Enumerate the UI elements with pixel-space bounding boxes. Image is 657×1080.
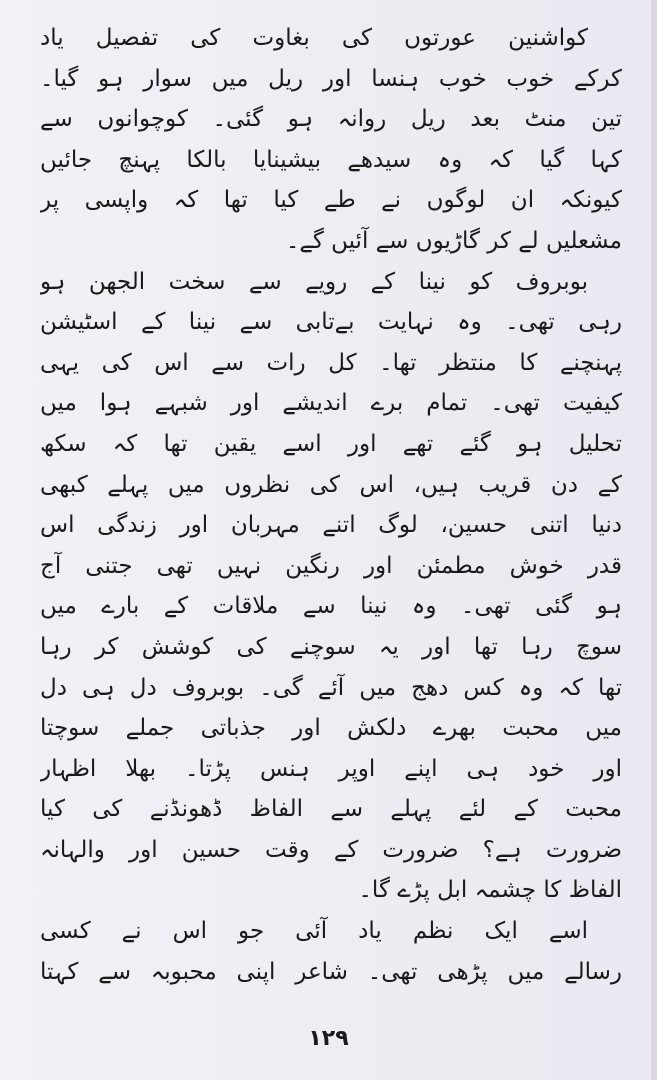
text-line: مشعلیں لے کر گاڑیوں سے آئیں گے۔ xyxy=(285,227,622,254)
text-line: ہو گئی تھی۔ وہ نینا سے ملاقات کے بارے میں xyxy=(40,593,622,620)
text-line: کیفیت تھی۔ تمام برے اندیشے اور شبہے ہوا میں xyxy=(40,390,622,417)
text-line: تھا کہ وہ کس دھج میں آئے گی۔ بوبروف دل ہی دل xyxy=(40,674,622,701)
body-text xyxy=(40,18,622,992)
page-number: ۱۲۹ xyxy=(308,1026,349,1051)
text-line: اسے ایک نظم یاد آئی جو اس نے کسی xyxy=(40,918,588,945)
text-line: رہی تھی۔ وہ نہایت بےتابی سے نینا کے اسٹیشن xyxy=(40,309,622,336)
text-line: کرکے خوب خوب ہنسا اور ریل میں سوار ہو گیا۔ xyxy=(40,65,622,92)
text-line: میں محبت بھرے دلکش اور جذباتی جملے سوچتا xyxy=(40,715,622,742)
text-line: ضرورت ہے؟ ضرورت کے وقت حسین اور والہانہ xyxy=(40,836,622,863)
text-line: دنیا اتنی حسین، لوگ اتنے مہربان اور زندگی اس xyxy=(40,512,622,539)
text-line: کیونکہ ان لوگوں نے طے کیا تھا کہ واپسی پر xyxy=(40,187,622,214)
text-line: تین منٹ بعد ریل روانہ ہو گئی۔ کوچوانوں سے xyxy=(40,106,622,133)
text-line: بوبروف کو نینا کے رویے سے سخت الجھن ہو xyxy=(40,268,588,295)
text-line: اور خود ہی اپنے اوپر ہنس پڑتا۔ بھلا اظہار xyxy=(40,755,622,782)
text-line: رسالے میں پڑھی تھی۔ شاعر اپنی محبوبہ سے کہتا xyxy=(40,958,622,985)
text-line: پہنچنے کا منتظر تھا۔ کل رات سے اس کی یہی xyxy=(40,349,622,376)
text-line: کہا گیا کہ وہ سیدھے بیشینایا بالکا پہنچ جائیں xyxy=(40,146,622,173)
text-line: تحلیل ہو گئے تھے اور اسے یقین تھا کہ سکھ xyxy=(40,430,622,457)
text-line: کواشنین عورتوں کی بغاوت کی تفصیل یاد xyxy=(40,25,588,51)
text-line: محبت کے لئے پہلے سے الفاظ ڈھونڈنے کی کیا xyxy=(40,796,622,823)
text-line: سوچ رہا تھا اور یہ سوچنے کی کوشش کر رہا xyxy=(40,633,622,660)
text-line: قدر خوش مطمئن اور رنگین نہیں تھی جتنی آج xyxy=(40,552,622,579)
text-line: الفاظ کا چشمہ ابل پڑے گا۔ xyxy=(358,877,622,904)
text-line: کے دن قریب ہیں، اس کی نظروں میں پہلے کبھی xyxy=(40,471,622,498)
